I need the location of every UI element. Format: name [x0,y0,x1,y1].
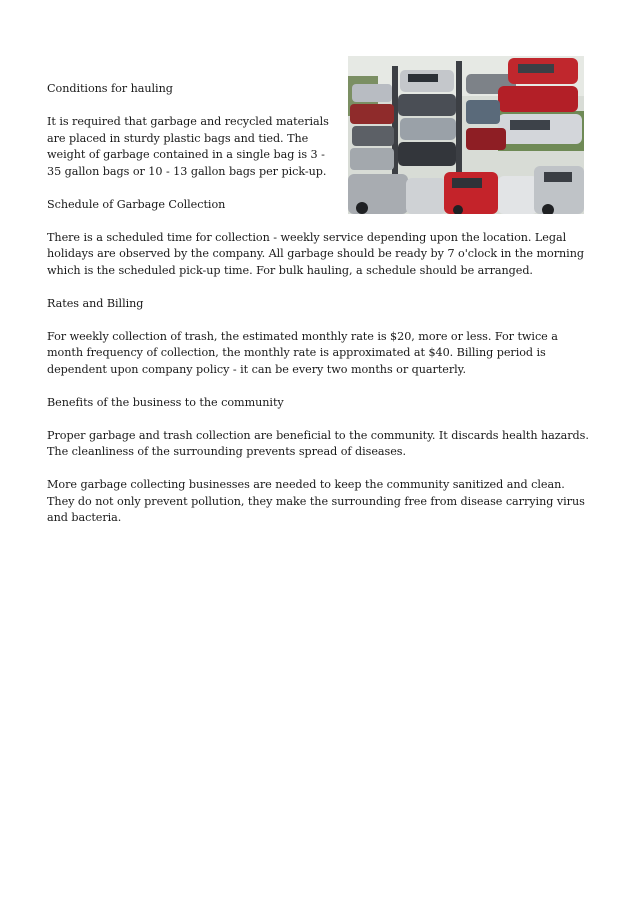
article-body [47,81,592,543]
heading-rates-and-billing: Rates and Billing [47,296,144,310]
paragraph-conditions-for-hauling: It is required that garbage and recycled materials are placed in sturdy plastic bags and tied. The weight of garbage contained in a single bag is 3 - 35 gallon bags or 10 - 13 gallon bags per pick-up. [47,115,329,178]
heading-schedule-of-garbage-collection: Schedule of Garbage Collection [47,197,226,211]
heading-benefits-to-community: Benefits of the business to the community [47,395,284,409]
heading-conditions-for-hauling: Conditions for hauling [47,82,173,95]
paragraph-rates-and-billing: For weekly collection of trash, the estimated monthly rate is $20, more or less. For twice a month frequency of collection, the monthly rate is approximated at $40. Billing period is dependent upon company policy - it can be every two months or quarterly. [47,329,558,376]
paragraph-schedule-of-garbage-collection: There is a scheduled time for collection - weekly service depending upon the location. Legal holidays are observed by the company. All garbage should be ready by 7 o'clock in the morning which is the scheduled pick-up time. For bulk hauling, a schedule should be arranged. [47,230,584,277]
paragraph-benefits-to-community: Proper garbage and trash collection are beneficial to the community. It discards health hazards. The cleanliness of the surrounding prevents spread of diseases. [47,428,589,458]
image-float-spacer [334,81,592,215]
paragraph-more-businesses-needed: More garbage collecting businesses are needed to keep the community sanitized and clean. They do not only prevent pollution, they make the surrounding free from disease carrying virus and bacteria. [47,478,585,524]
